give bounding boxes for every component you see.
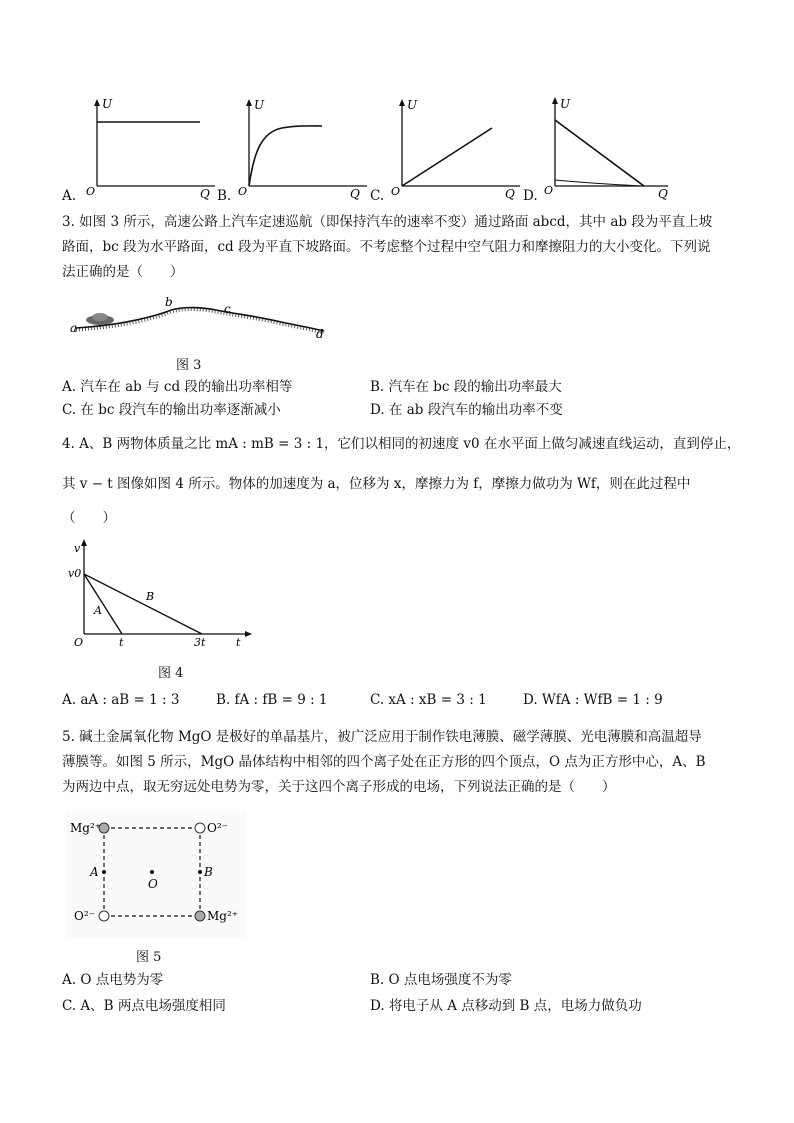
q3-option-d[interactable]: D. 在 ab 段汽车的输出功率不变 [370, 402, 563, 418]
q3-figure-caption: 图 3 [176, 358, 202, 373]
ion-o-top-right [195, 823, 205, 833]
point-a [102, 870, 106, 874]
q4-axis-v0: v0 [68, 567, 82, 580]
q2-d-u: U [560, 97, 571, 111]
q4-option-d[interactable]: D. WfA : WfB = 1 : 9 [523, 692, 663, 708]
q2-b-u: U [254, 98, 265, 112]
q5-ion-tr: O²⁻ [207, 821, 228, 835]
q4-label-a: A [94, 604, 102, 617]
q2-graph-a [80, 96, 220, 200]
q4-option-c[interactable]: C. xA : xB = 3 : 1 [370, 692, 487, 708]
q3-line1: 3. 如图 3 所示，高速公路上汽车定速巡航（即保持汽车的速率不变）通过路面 abcd，其中 ab 段为平直上坡 [62, 214, 713, 230]
q5-option-b[interactable]: B. O 点电场强度不为零 [370, 972, 512, 988]
q2-b-curve [249, 126, 322, 186]
q3-line2: 路面，bc 段为水平路面，cd 段为平直下坡路面。不考虑整个过程中空气阻力和摩擦阻力的大小变化。下列说 [62, 239, 711, 255]
q5-ion-tl: Mg²⁺ [70, 821, 102, 835]
q2-option-b-label[interactable]: B. [217, 188, 232, 204]
q2-option-c-label[interactable]: C. [370, 188, 385, 204]
q2-d-line [555, 120, 644, 186]
q5-line3: 为两边中点，取无穷远处电势为零，关于这四个离子形成的电场，下列说法正确的是（ ） [62, 779, 616, 795]
q5-line2: 薄膜等。如图 5 所示，MgO 晶体结构中相邻的四个离子处在正方形的四个顶点，O 点为正方形中心，A、B [62, 754, 706, 770]
q3-line3: 法正确的是（ ） [62, 264, 184, 280]
q4-t1: t [119, 636, 124, 649]
q2-graphs [0, 0, 794, 210]
q2-d-origin: O [544, 184, 554, 197]
q2-c-origin: O [391, 185, 401, 198]
q5-crystal-figure [66, 812, 246, 938]
q3-label-c: c [224, 302, 231, 316]
q3-option-c[interactable]: C. 在 bc 段汽车的输出功率逐渐减小 [62, 402, 281, 418]
q2-option-a-label[interactable]: A. [62, 188, 77, 204]
q2-graph-d [538, 94, 678, 200]
q4-origin: O [74, 636, 84, 649]
q5-point-b: B [204, 865, 213, 879]
q2-d-q: Q [658, 187, 668, 200]
q5-point-a: A [90, 865, 99, 879]
q5-figure-caption: 图 5 [136, 950, 162, 965]
q2-d-base [555, 180, 644, 186]
q5-option-a[interactable]: A. O 点电势为零 [62, 972, 164, 988]
q2-c-u: U [407, 98, 418, 112]
q3-label-b: b [165, 295, 173, 309]
car-icon [86, 313, 114, 325]
q2-graph-c [385, 96, 525, 200]
q3-figure-road [66, 292, 336, 344]
q5-point-o: O [148, 877, 158, 891]
q4-label-b: B [146, 590, 155, 603]
q2-b-origin: O [238, 185, 248, 198]
q3-option-a[interactable]: A. 汽车在 ab 与 cd 段的输出功率相等 [62, 379, 293, 395]
q2-option-d-label[interactable]: D. [523, 188, 538, 204]
q2-a-origin: O [86, 185, 96, 198]
q4-option-b[interactable]: B. fA : fB = 9 : 1 [216, 692, 328, 708]
q3-label-a: a [70, 321, 78, 335]
ion-o-bottom-left [99, 911, 109, 921]
q2-b-q: Q [350, 187, 360, 200]
q4-axis-t: t [236, 636, 241, 649]
q5-ion-br: Mg²⁺ [207, 909, 239, 923]
q5-ion-bl: O²⁻ [74, 909, 95, 923]
q4-vt-graph [66, 536, 256, 652]
q2-a-u: U [102, 97, 113, 111]
q2-a-q: Q [200, 187, 210, 200]
point-o [150, 870, 154, 874]
q2-c-q: Q [505, 187, 515, 200]
point-b [198, 870, 202, 874]
q4-line1: 4. A、B 两物体质量之比 mA : mB = 3 : 1，它们以相同的初速度 v0 在水平面上做匀减速直线运动，直到停止， [62, 436, 741, 452]
q5-option-c[interactable]: C. A、B 两点电场强度相同 [62, 998, 226, 1014]
q2-graph-b [232, 96, 372, 200]
ion-mg-bottom-right [195, 911, 205, 921]
q4-line3: （ ） [62, 510, 116, 526]
q3-option-b[interactable]: B. 汽车在 bc 段的输出功率最大 [370, 379, 562, 395]
q4-option-a[interactable]: A. aA : aB = 1 : 3 [62, 692, 180, 708]
q2-c-line [402, 128, 492, 186]
q3-label-d: d [316, 327, 324, 341]
q4-t3: 3t [194, 636, 206, 649]
q4-line2: 其 v − t 图像如图 4 所示。物体的加速度为 a，位移为 x，摩擦力为 f，摩擦力做功为 Wf，则在此过程中 [62, 476, 691, 492]
q4-axis-v: v [74, 542, 81, 555]
q4-figure-caption: 图 4 [158, 666, 184, 681]
q5-option-d[interactable]: D. 将电子从 A 点移动到 B 点，电场力做负功 [370, 998, 642, 1014]
q5-line1: 5. 碱土金属氧化物 MgO 是极好的单晶基片，被广泛应用于制作铁电薄膜、磁学薄膜、光电薄膜和高温超导 [62, 729, 702, 745]
